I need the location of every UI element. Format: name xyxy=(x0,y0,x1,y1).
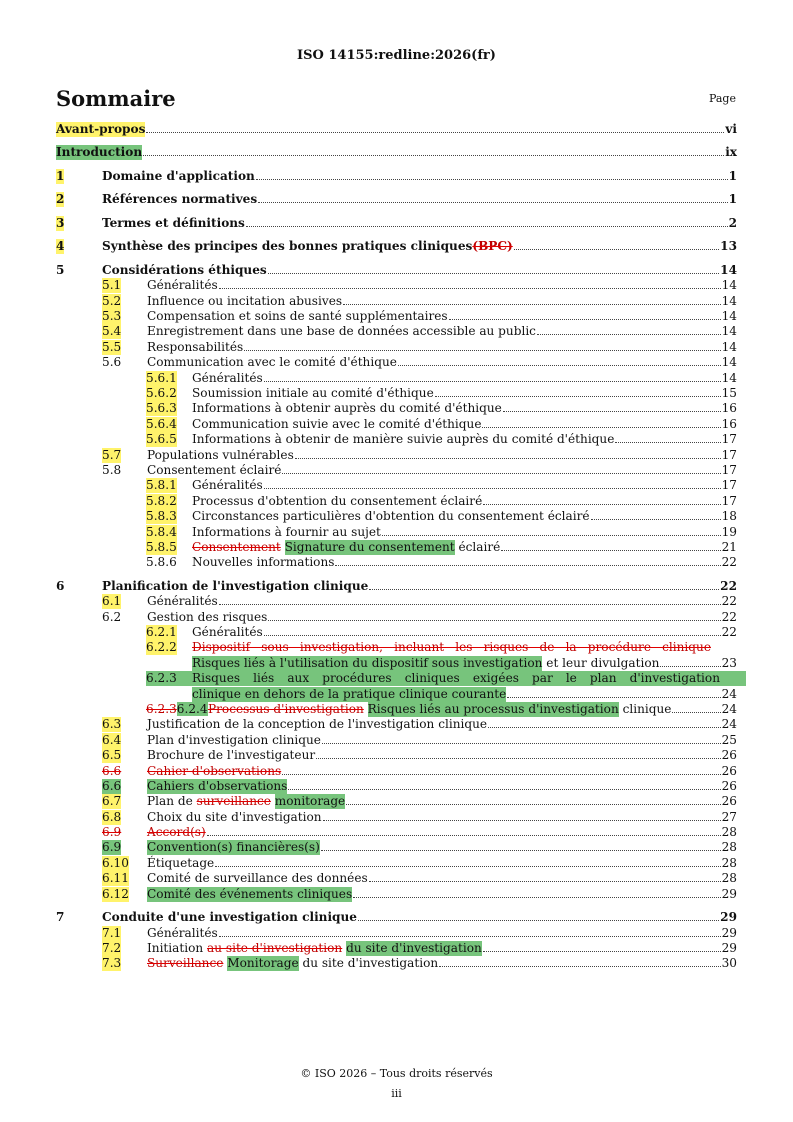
toc-entry-page: 26 xyxy=(721,763,737,778)
deleted-text: au site d'investigation xyxy=(207,940,343,955)
toc-entry-page: 22 xyxy=(720,578,737,593)
toc-entry-label: du site d'investigation xyxy=(302,956,439,971)
toc-entry-page: 2 xyxy=(728,215,737,230)
toc-entry-page: 23 xyxy=(721,655,737,670)
toc-entry-page: 26 xyxy=(721,748,737,763)
deleted-text: Dispositif sous investigation, incluant les risques de la procédure clinique xyxy=(192,640,711,655)
toc-entry-page: 13 xyxy=(720,239,737,254)
toc-entry-label: Influence ou incitation abusives xyxy=(147,293,343,308)
toc-entry-label: Consentement éclairé xyxy=(147,462,282,477)
toc-entry-5-8-6[interactable] xyxy=(56,555,737,570)
toc-entry-number: 7.1 xyxy=(102,925,122,940)
toc-entry-5-8-1[interactable] xyxy=(56,478,737,493)
toc-entry-label: Conduite d'une investigation clinique xyxy=(102,910,357,925)
toc-entry-page: 24 xyxy=(721,701,737,716)
toc-entry-label: Accord(s) xyxy=(147,825,206,840)
toc-entry-5-3[interactable] xyxy=(56,309,737,324)
toc-entry-label: Synthèse des principes des bonnes pratiques cliniques xyxy=(102,239,473,254)
toc-entry-5-8-3[interactable] xyxy=(56,509,737,524)
document-header: ISO 14155:redline:2026(fr) xyxy=(297,48,496,63)
toc-entry-label: Avant-propos xyxy=(56,122,146,136)
toc-entry-page: 28 xyxy=(721,871,737,886)
toc-entry-number: 6.12 xyxy=(102,886,129,901)
toc-entry-page: 14 xyxy=(721,370,737,385)
toc-entry-7-2[interactable] xyxy=(56,941,737,956)
toc-entry-number: 5.6.2 xyxy=(146,386,177,401)
toc-entry-4[interactable] xyxy=(56,239,737,254)
page-column-label: Page xyxy=(708,92,736,105)
toc-entry-label: Informations à obtenir auprès du comité d'éthique xyxy=(192,401,502,416)
toc-entry-6-9-deleted[interactable] xyxy=(56,825,737,840)
toc-entry-7-1[interactable] xyxy=(56,926,737,941)
toc-entry-label: Informations à obtenir de manière suivie auprès du comité d'éthique xyxy=(192,432,615,447)
toc-entry-page: 17 xyxy=(721,493,737,508)
toc-entry-number: 6.6 xyxy=(102,778,122,793)
page-title: Sommaire xyxy=(56,86,176,111)
toc-entry-number: 5.6.4 xyxy=(146,416,177,431)
inserted-text: Risques liés au processus d'investigation xyxy=(367,701,619,716)
toc-entry-1[interactable] xyxy=(56,169,737,184)
toc-entry-page: 17 xyxy=(721,478,737,493)
toc-entry-7-3[interactable] xyxy=(56,956,737,971)
toc-entry-page: 22 xyxy=(721,624,737,639)
toc-entry-5-6-4[interactable] xyxy=(56,417,737,432)
toc-entry-number: 5.8.3 xyxy=(146,509,177,524)
toc-entry-number: 7.2 xyxy=(102,940,122,955)
toc-entry-label: Généralités xyxy=(192,370,263,385)
toc-entry-6-2[interactable] xyxy=(56,610,737,625)
toc-entry-number: 6 xyxy=(56,578,65,593)
toc-entry-introduction[interactable] xyxy=(56,145,737,160)
toc-entry-number: 5.6.3 xyxy=(146,401,177,416)
toc-entry-6-12[interactable] xyxy=(56,887,737,902)
toc-entry-number: 5.6.5 xyxy=(146,432,177,447)
toc-entry-page: 14 xyxy=(721,339,737,354)
toc-entry-5-6-1[interactable] xyxy=(56,371,737,386)
toc-entry-number: 5 xyxy=(56,262,65,277)
toc-entry-page: 22 xyxy=(721,594,737,609)
toc-entry-page: 25 xyxy=(721,732,737,747)
toc-entry-number: 7 xyxy=(56,910,65,925)
toc-entry-page: 14 xyxy=(721,355,737,370)
toc-entry-number: 5.3 xyxy=(102,309,122,324)
toc-entry-number: 6.2.1 xyxy=(146,624,177,639)
toc-entry-label: Populations vulnérables xyxy=(147,447,294,462)
toc-entry-5[interactable] xyxy=(56,263,737,278)
toc-entry-number: 4 xyxy=(56,239,65,254)
inserted-text-line-2: clinique en dehors de la pratique clinique courante xyxy=(192,686,507,701)
toc-entry-page: 14 xyxy=(721,293,737,308)
toc-entry-5-4[interactable] xyxy=(56,324,737,339)
toc-entry-page: 26 xyxy=(721,794,737,809)
toc-entry-page: 24 xyxy=(721,717,737,732)
toc-entry-page: 17 xyxy=(721,432,737,447)
toc-entry-6-2-1[interactable] xyxy=(56,625,737,640)
toc-entry-number: 5.4 xyxy=(102,324,122,339)
toc-entry-page: 14 xyxy=(721,278,737,293)
toc-entry-number: 6.4 xyxy=(102,732,122,747)
toc-entry-label: Gestion des risques xyxy=(147,609,268,624)
toc-entry-number: 6.2.3 xyxy=(146,671,195,686)
toc-entry-label: Références normatives xyxy=(102,192,258,207)
toc-entry-page: vi xyxy=(725,122,737,136)
toc-entry-number: 6.10 xyxy=(102,855,129,870)
toc-entry-label: Généralités xyxy=(147,594,218,609)
toc-entry-avant-propos[interactable] xyxy=(56,122,737,137)
toc-entry-label: Généralités xyxy=(147,278,218,293)
toc-entry-label: Initiation xyxy=(147,940,204,955)
page-number: iii xyxy=(391,1087,402,1100)
toc-entry-6-1[interactable] xyxy=(56,594,737,609)
toc-entry-number: 6.6 xyxy=(102,763,122,778)
toc-entry-7[interactable] xyxy=(56,910,737,925)
toc-entry-5-1[interactable] xyxy=(56,278,737,293)
toc-entry-page: 17 xyxy=(721,462,737,477)
toc-entry-label: Généralités xyxy=(192,624,263,639)
toc-entry-6-2-4[interactable] xyxy=(56,702,737,717)
toc-entry-label: Domaine d'application xyxy=(102,168,255,183)
toc-entry-label: Communication suivie avec le comité d'éthique xyxy=(192,416,482,431)
toc-entry-number xyxy=(146,702,208,717)
toc-entry-page: 27 xyxy=(721,809,737,824)
toc-entry-label: Généralités xyxy=(147,925,218,940)
toc-entry-5-6[interactable] xyxy=(56,355,737,370)
toc-entry-label: Comité de surveillance des données xyxy=(147,871,368,886)
toc-entry-6-2-2[interactable] xyxy=(56,656,737,671)
copyright-footer: © ISO 2026 – Tous droits réservés xyxy=(300,1067,493,1080)
toc-entry-page: 15 xyxy=(721,386,737,401)
toc-entry-label: Comité des événements cliniques xyxy=(147,886,353,901)
toc-entry-5-8[interactable] xyxy=(56,463,737,478)
toc-entry-5-8-2[interactable] xyxy=(56,494,737,509)
toc-entry-number: 5.5 xyxy=(102,339,122,354)
toc-entry-number: 3 xyxy=(56,215,65,230)
toc-entry-number: 6.7 xyxy=(102,794,122,809)
inserted-number: 6.2.4 xyxy=(176,701,208,716)
toc-entry-page: 29 xyxy=(720,910,737,925)
toc-entry-page: 26 xyxy=(721,778,737,793)
toc-entry-page: 18 xyxy=(721,509,737,524)
toc-entry-label: Généralités xyxy=(192,478,263,493)
toc-entry-page: 28 xyxy=(721,855,737,870)
toc-entry-5-6-5[interactable] xyxy=(56,432,737,447)
inserted-text: Risques liés à l'utilisation du dispositif sous investigation xyxy=(192,655,543,670)
toc-entry-number: 5.8.2 xyxy=(146,493,177,508)
toc-entry-label: Termes et définitions xyxy=(102,215,245,230)
toc-entry-page: 29 xyxy=(721,940,737,955)
toc-entry-6-6[interactable] xyxy=(56,779,737,794)
toc-entry-number: 6.1 xyxy=(102,594,122,609)
deleted-text: Processus d'investigation xyxy=(208,701,364,716)
toc-entry-page: 19 xyxy=(721,524,737,539)
toc-entry-number: 6.9 xyxy=(102,825,122,840)
toc-entry-3[interactable] xyxy=(56,216,737,231)
toc-entry-5-6-3[interactable] xyxy=(56,401,737,416)
deleted-text: surveillance xyxy=(196,794,271,809)
toc-entry-number: 6.5 xyxy=(102,748,122,763)
toc-entry-number: 5.6 xyxy=(102,355,122,370)
toc-entry-number: 2 xyxy=(56,192,65,207)
toc-entry-page: 17 xyxy=(721,447,737,462)
toc-entry-number: 1 xyxy=(56,168,65,183)
toc-entry-page: 16 xyxy=(721,401,737,416)
toc-entry-6-3[interactable] xyxy=(56,717,737,732)
toc-entry-label: Choix du site d'investigation xyxy=(147,809,322,824)
toc-entry-6-6-deleted[interactable] xyxy=(56,764,737,779)
toc-entry-6-5[interactable] xyxy=(56,748,737,763)
toc-entry-number: 6.2.2 xyxy=(146,640,177,655)
toc-entry-6-2-2-deleted[interactable] xyxy=(56,640,737,655)
toc-entry-6-7[interactable] xyxy=(56,794,737,809)
toc-entry-6-10[interactable] xyxy=(56,856,737,871)
toc-entry-number: 5.1 xyxy=(102,278,122,293)
toc-entry-page: 29 xyxy=(721,886,737,901)
toc-entry-page: 28 xyxy=(721,825,737,840)
toc-entry-6-4[interactable] xyxy=(56,733,737,748)
toc-entry-page: 30 xyxy=(721,956,737,971)
toc-entry-label: Introduction xyxy=(56,145,143,160)
toc-entry-6-2-3-line-2[interactable] xyxy=(56,687,737,702)
toc-entry-label: Communication avec le comité d'éthique xyxy=(147,355,397,370)
toc-entry-5-8-5[interactable] xyxy=(56,540,737,555)
toc-entry-page: 22 xyxy=(721,609,737,624)
toc-entry-number: 5.2 xyxy=(102,293,122,308)
toc-entry-6-2-3[interactable] xyxy=(56,671,737,686)
inserted-text: du site d'investigation xyxy=(346,940,482,955)
toc-entry-label: Convention(s) financières(s) xyxy=(147,840,320,855)
toc-entry-number: 5.8.1 xyxy=(146,478,177,493)
toc-entry-label: Processus d'obtention du consentement éclairé xyxy=(192,493,483,508)
toc-entry-page: 14 xyxy=(720,262,737,277)
toc-entry-number: 6.11 xyxy=(102,871,129,886)
inserted-text: Signature du consentement xyxy=(284,539,455,554)
toc-entry-label: Soumission initiale au comité d'éthique xyxy=(192,386,434,401)
deleted-text: Surveillance xyxy=(147,956,224,971)
toc-entry-number: 5.8.4 xyxy=(146,524,177,539)
toc-entry-label: Brochure de l'investigateur xyxy=(147,748,316,763)
inserted-text-line-1: Risques liés aux procédures cliniques exigées par le plan d'investigation xyxy=(192,671,746,686)
toc-entry-6-11[interactable] xyxy=(56,871,737,886)
toc-entry-2[interactable] xyxy=(56,192,737,207)
inserted-text: Monitorage xyxy=(227,956,299,971)
toc-entry-label: Cahier d'observations xyxy=(147,763,282,778)
toc-entry-number: 6.9 xyxy=(102,840,122,855)
toc-entry-page: 16 xyxy=(721,416,737,431)
toc-entry-page: 24 xyxy=(721,686,737,701)
toc-entry-label: Enregistrement dans une base de données accessible au public xyxy=(147,324,536,339)
toc-entry-label: éclairé xyxy=(458,539,501,554)
toc-entry-page: 14 xyxy=(721,309,737,324)
toc-entry-label: et leur divulgation xyxy=(546,655,660,670)
toc-entry-label: Nouvelles informations xyxy=(192,555,335,570)
toc-entry-5-8-4[interactable] xyxy=(56,525,737,540)
toc-entry-label: Planification de l'investigation clinique xyxy=(102,578,369,593)
table-of-contents xyxy=(56,122,737,972)
toc-entry-label: Plan d'investigation clinique xyxy=(147,732,321,747)
toc-entry-6[interactable] xyxy=(56,579,737,594)
deleted-text: Consentement xyxy=(192,539,281,554)
inserted-text: monitorage xyxy=(274,794,346,809)
toc-entry-label: Compensation et soins de santé supplémentaires xyxy=(147,309,448,324)
toc-entry-label: Plan de xyxy=(147,794,193,809)
toc-entry-number: 5.6.1 xyxy=(146,370,177,385)
toc-entry-label: Responsabilités xyxy=(147,339,244,354)
toc-entry-label: Justification de la conception de l'investigation clinique xyxy=(147,717,488,732)
toc-entry-5-7[interactable] xyxy=(56,448,737,463)
toc-entry-page: 1 xyxy=(728,192,737,207)
toc-entry-number: 6.8 xyxy=(102,809,122,824)
toc-entry-label: Circonstances particulières d'obtention du consentement éclairé xyxy=(192,509,590,524)
toc-entry-number: 5.8.6 xyxy=(146,555,177,570)
toc-entry-page: 14 xyxy=(721,324,737,339)
toc-entry-page: 28 xyxy=(721,840,737,855)
toc-entry-label: Considérations éthiques xyxy=(102,262,267,277)
toc-entry-6-8[interactable] xyxy=(56,810,737,825)
toc-entry-label: clinique xyxy=(622,701,672,716)
toc-entry-label: Cahiers d'observations xyxy=(147,778,288,793)
deleted-text: (BPC) xyxy=(472,239,513,254)
toc-entry-page: 21 xyxy=(721,539,737,554)
toc-entry-page: 29 xyxy=(721,925,737,940)
toc-entry-number: 6.2 xyxy=(102,609,122,624)
toc-entry-page: 22 xyxy=(721,555,737,570)
toc-entry-5-5[interactable] xyxy=(56,340,737,355)
toc-entry-page: ix xyxy=(725,145,737,160)
toc-entry-number: 5.8 xyxy=(102,462,122,477)
toc-entry-number: 7.3 xyxy=(102,956,122,971)
toc-entry-number: 6.3 xyxy=(102,717,122,732)
deleted-number: 6.2.3 xyxy=(146,701,177,716)
toc-entry-5-2[interactable] xyxy=(56,294,737,309)
toc-entry-label: Étiquetage xyxy=(147,855,215,870)
toc-entry-number: 5.7 xyxy=(102,447,122,462)
toc-entry-number: 5.8.5 xyxy=(146,539,177,554)
toc-entry-5-6-2[interactable] xyxy=(56,386,737,401)
toc-entry-page: 1 xyxy=(728,168,737,183)
toc-entry-6-9[interactable] xyxy=(56,840,737,855)
toc-entry-label: Informations à fournir au sujet xyxy=(192,524,381,539)
